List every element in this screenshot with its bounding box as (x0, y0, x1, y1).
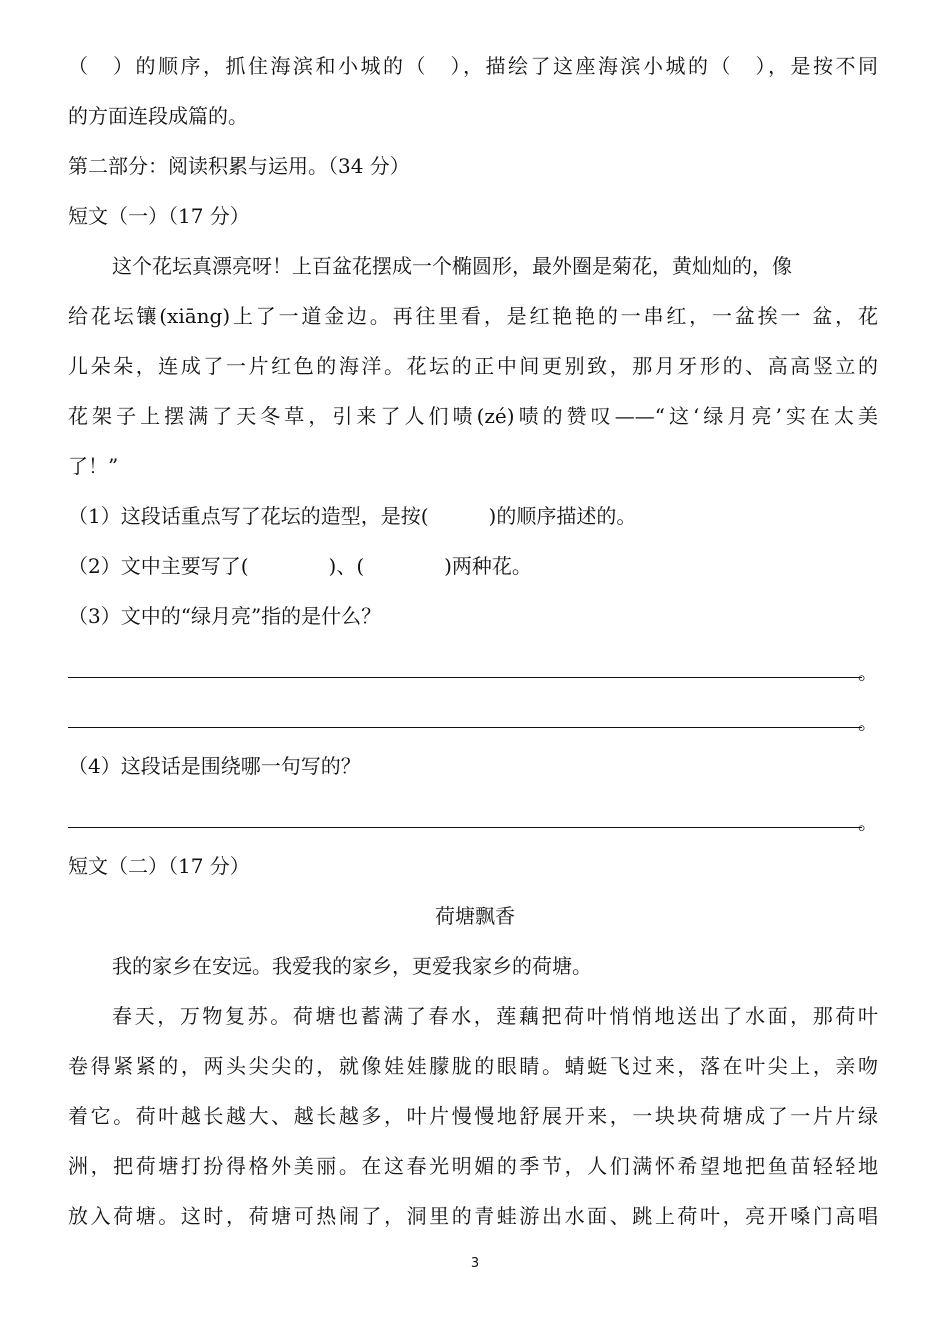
passage-heading: 短文（二）（17 分） (68, 854, 250, 878)
passage-line: 春天，万物复苏。荷塘也蓄满了春水，莲藕把荷叶悄悄地送出了水面，那荷叶 (112, 1004, 878, 1028)
question-2: （2）文中主要写了( )、( )两种花。 (68, 554, 532, 578)
answer-rule (68, 827, 862, 828)
passage-line: 卷得紧紧的，两头尖尖的，就像娃娃朦胧的眼睛。蜻蜓飞过来，落在叶尖上，亲吻 (68, 1054, 878, 1078)
answer-rule (68, 727, 862, 728)
question-1: （1）这段话重点写了花坛的造型，是按( )的顺序描述的。 (68, 504, 637, 528)
page-number: 3 (470, 1256, 480, 1271)
passage-line: 放入荷塘。这时，荷塘可热闹了，洞里的青蛙游出水面、跳上荷叶，亮开嗓门高唱 (68, 1204, 878, 1228)
answer-period: 。 (858, 660, 878, 684)
answer-line[interactable] (68, 652, 878, 682)
passage-line: 给花坛镶(xiāng)上了一道金边。再往里看，是红艳艳的一串红，一盆挨一 盆，花 (68, 304, 878, 328)
answer-line[interactable] (68, 802, 878, 832)
passage-line: 着它。荷叶越长越大、越长越多，叶片慢慢地舒展开来，一块块荷塘成了一片片绿 (68, 1104, 878, 1128)
passage-title: 荷塘飘香 (435, 904, 515, 928)
answer-line[interactable] (68, 702, 878, 732)
passage-line: 花架子上摆满了天冬草，引来了人们啧(zé)啧的赞叹——“这‘绿月亮’实在太美 (68, 404, 878, 428)
passage-line: 儿朵朵，连成了一片红色的海洋。花坛的正中间更别致，那月牙形的、高高竖立的 (68, 354, 878, 378)
passage-line: 我的家乡在安远。我爱我的家乡，更爱我家乡的荷塘。 (112, 954, 592, 978)
question-3: （3）文中的“绿月亮”指的是什么？ (68, 604, 382, 628)
question-4: （4）这段话是围绕哪一句写的？ (68, 754, 361, 778)
passage-line: 了！” (68, 454, 119, 478)
text-line: （ ）的顺序，抓住海滨和小城的（ ），描绘了这座海滨小城的（ ），是按不同 (68, 54, 878, 78)
passage-line: 洲，把荷塘打扮得格外美丽。在这春光明媚的季节，人们满怀希望地把鱼苗轻轻地 (68, 1154, 878, 1178)
passage-line: 这个花坛真漂亮呀！上百盆花摆成一个椭圆形，最外圈是菊花，黄灿灿的，像 (112, 254, 792, 278)
section-heading: 第二部分：阅读积累与运用。（34 分） (68, 154, 410, 178)
answer-period: 。 (858, 810, 878, 834)
answer-rule (68, 677, 862, 678)
text-line: 的方面连段成篇的。 (68, 104, 248, 128)
answer-period: 。 (858, 710, 878, 734)
passage-heading: 短文（一）（17 分） (68, 204, 250, 228)
